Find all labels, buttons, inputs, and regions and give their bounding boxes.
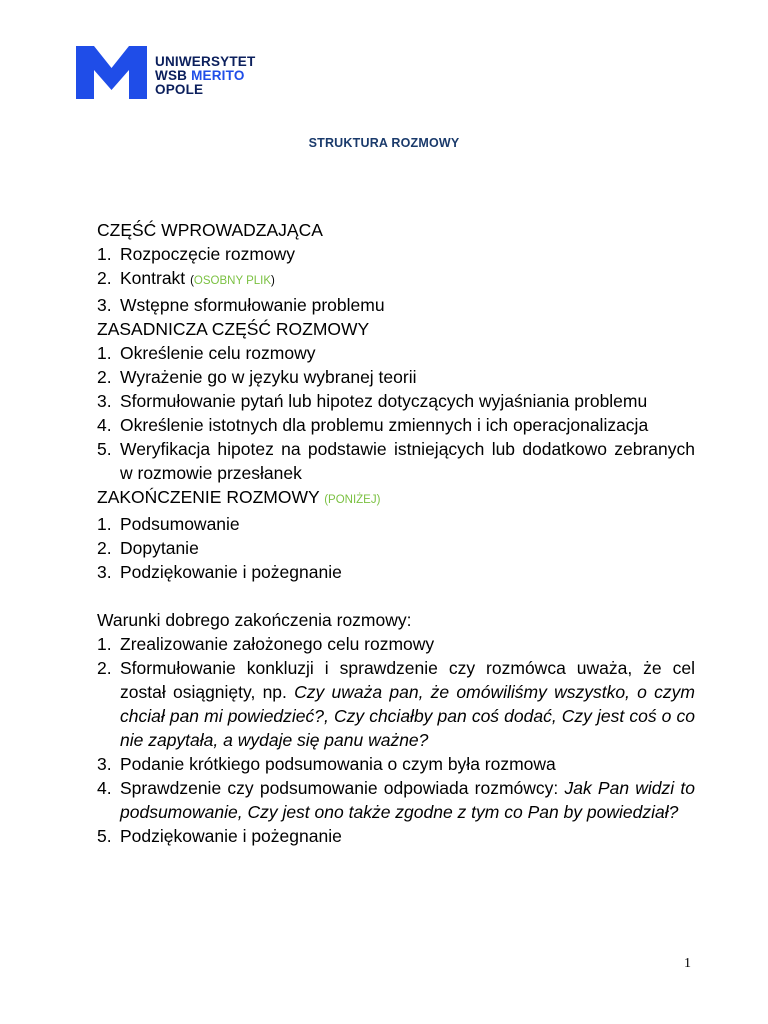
list-number: 2.	[97, 367, 112, 387]
logo-wordmark	[155, 55, 255, 97]
list-number: 1.	[97, 343, 112, 363]
list-text: Kontrakt	[120, 268, 186, 288]
logo-merito: MERITO	[191, 68, 245, 83]
list-number: 4.	[97, 415, 112, 435]
section-conditions-title: Warunki dobrego zakończenia rozmowy:	[97, 610, 412, 630]
note-paren-close: )	[271, 275, 275, 287]
section-main-title: ZASADNICZA CZĘŚĆ ROZMOWY	[97, 319, 370, 339]
list-text: Podsumowanie	[120, 514, 240, 534]
list-number: 1.	[97, 244, 112, 264]
section-intro-title: CZĘŚĆ WPROWADZAJĄCA	[97, 220, 323, 240]
list-item	[97, 266, 695, 293]
section-ending-title-row	[97, 485, 695, 512]
list-item	[97, 776, 695, 824]
list-item	[97, 365, 695, 389]
list-item	[97, 413, 695, 437]
list-text: Zrealizowanie założonego celu rozmowy	[120, 634, 435, 654]
paragraph-gap	[97, 584, 695, 608]
list-number: 1.	[97, 634, 112, 654]
list-text: Weryfikacja hipotez na podstawie istniejących lub dodatkowo zebranych w rozmowie przesłanek	[120, 439, 695, 483]
list-text: Podziękowanie i pożegnanie	[120, 826, 342, 846]
logo-line-2	[155, 69, 255, 83]
list-text: Dopytanie	[120, 538, 199, 558]
list-item	[97, 752, 695, 776]
document-title: STRUKTURA ROZMOWY	[308, 136, 460, 150]
list-text: Określenie celu rozmowy	[120, 343, 316, 363]
list-item	[97, 293, 695, 317]
below-note: (PONIŻEJ)	[324, 494, 381, 506]
section-ending-title: ZAKOŃCZENIE ROZMOWY	[97, 487, 320, 507]
example-question: Jak Pan widzi to podsumowanie, Czy jest ono także zgodne z tym co Pan by powiedział?	[120, 778, 695, 822]
list-number: 1.	[97, 514, 112, 534]
list-text: Sformułowanie pytań lub hipotez dotyczących wyjaśniania problemu	[120, 391, 648, 411]
logo-m-icon	[76, 46, 147, 99]
list-text-with-example	[120, 656, 695, 752]
list-text: Sformułowanie konkluzji i sprawdzenie czy rozmówca uważa, że cel został osiągnięty, np.	[120, 658, 695, 702]
list-number: 5.	[97, 826, 112, 846]
list-item	[97, 512, 695, 536]
list-item	[97, 389, 695, 413]
list-text-with-example	[120, 776, 695, 824]
note-text: OSOBNY PLIK	[193, 275, 272, 287]
list-item	[97, 536, 695, 560]
university-logo	[76, 46, 255, 99]
list-number: 3.	[97, 295, 112, 315]
note-paren-open: (	[190, 275, 194, 287]
list-item	[97, 656, 695, 752]
logo-line-3: OPOLE	[155, 82, 204, 97]
document-body	[97, 218, 695, 848]
list-text: Wyrażenie go w języku wybranej teorii	[120, 367, 417, 387]
list-text: Podanie krótkiego podsumowania o czym była rozmowa	[120, 754, 556, 774]
example-question: Czy uważa pan, że omówiliśmy wszystko, o czym chciał pan mi powiedzieć?, Czy chciałby pan coś dodać, Czy jest coś o co nie zapytała, a wydaje się panu ważne?	[120, 682, 695, 750]
list-number: 2.	[97, 658, 112, 678]
list-number: 3.	[97, 562, 112, 582]
list-number: 5.	[97, 439, 112, 459]
list-text: Sprawdzenie czy podsumowanie odpowiada rozmówcy:	[120, 778, 559, 798]
list-text: Rozpoczęcie rozmowy	[120, 244, 296, 264]
list-text: Określenie istotnych dla problemu zmiennych i ich operacjonalizacja	[120, 415, 649, 435]
list-text: Podziękowanie i pożegnanie	[120, 562, 342, 582]
list-item	[97, 632, 695, 656]
list-item	[97, 242, 695, 266]
list-text-with-note	[120, 266, 695, 293]
list-number: 3.	[97, 391, 112, 411]
list-item	[97, 341, 695, 365]
list-text: Wstępne sformułowanie problemu	[120, 295, 385, 315]
list-number: 3.	[97, 754, 112, 774]
list-number: 2.	[97, 538, 112, 558]
list-item	[97, 560, 695, 584]
list-number: 2.	[97, 268, 112, 288]
logo-line-1: UNIWERSYTET	[155, 54, 256, 69]
list-number: 4.	[97, 778, 112, 798]
file-note	[190, 275, 275, 287]
logo-wsb: WSB	[155, 68, 188, 83]
list-item	[97, 437, 695, 485]
list-item	[97, 824, 695, 848]
page-number: 1	[684, 956, 691, 971]
